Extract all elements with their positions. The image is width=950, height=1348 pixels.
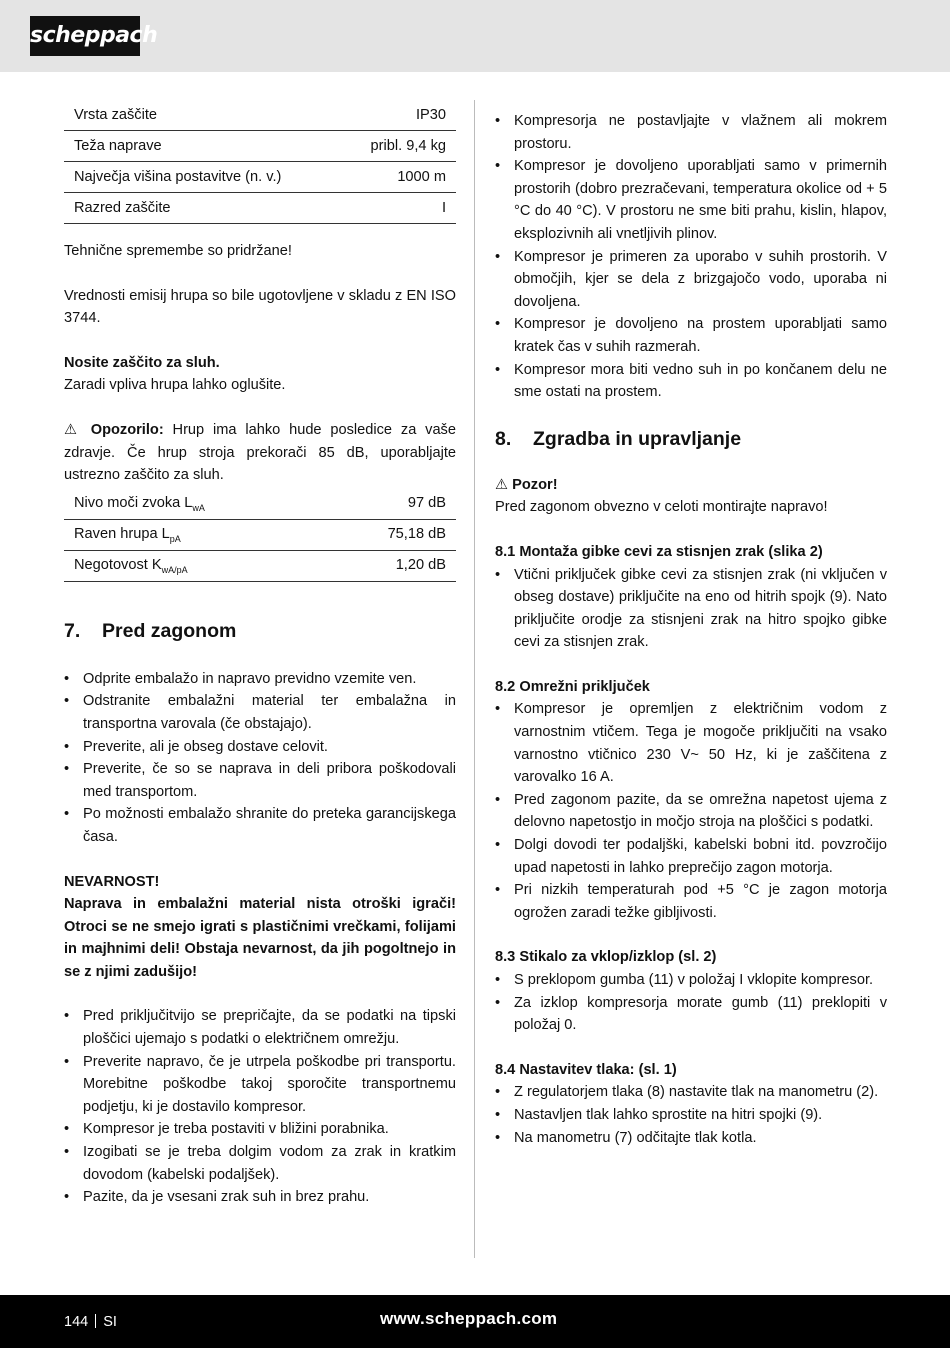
section-title: Pred zagonom xyxy=(102,619,237,642)
row-value: 97 dB xyxy=(322,489,456,520)
danger-text: Naprava in embalažni material nista otroški igrači! Otroci se ne smejo igrati s plastičnimi vrečkami, folijami in majhnimi deli! Obstaja nevarnost, da jih pogoltnejo in se z njimi zadušijo! xyxy=(64,896,456,980)
setup-list xyxy=(64,1005,456,1208)
list-item: • Pred priključitvijo se prepričajte, da se podatki na tipski ploščici ujemajo s podatki o električnem omrežju. xyxy=(64,1005,456,1050)
table-row xyxy=(64,519,456,550)
placement-list xyxy=(495,110,887,404)
list-item: • Kompresor je treba postaviti v bližini porabnika. xyxy=(64,1118,456,1141)
row-label xyxy=(64,100,340,131)
list-item: • Kompresorja ne postavljajte v vlažnem ali mokrem prostoru. xyxy=(495,110,887,155)
list-item: • Izogibati se je treba dolgim vodom za zrak in kratkim dovodom (kabelski podaljšek). xyxy=(64,1141,456,1186)
table-row xyxy=(64,550,456,581)
subsection-8-1-list xyxy=(495,564,887,654)
subsection-8-4-heading: 8.4 Nastavitev tlaka: (sl. 1) xyxy=(495,1061,677,1078)
caution-line xyxy=(495,474,887,497)
list-item: • Kompresor je opremljen z električnim vodom z varnostnim vtičem. Tega je mogoče priključiti na vsako varnostno vtičnico 230 V~ 50 Hz, ki je zaščitena z varovalko 16 A. xyxy=(495,698,887,788)
list-item: • Dolgi dovodi ter podaljški, kabelski bobni itd. povzročijo upad napetosti in lahko preprečijo zagon motorja. xyxy=(495,834,887,879)
list-item: • Vtični priključek gibke cevi za stisnjen zrak (ni vključen v obseg dostave) priključite na eno od hitrih spojk (9). Nato priključite orodje za stisnjeni zrak na hitro spojko gibke cevi za stisnjen zrak. xyxy=(495,564,887,654)
list-item: • Kompresor je dovoljeno na prostem uporabljati samo kratek čas v suhih razmerah. xyxy=(495,313,887,358)
label-subscript: wA xyxy=(192,503,205,514)
subsection-8-4-list xyxy=(495,1081,887,1149)
section-number: 8. xyxy=(495,427,512,450)
list-item: • Preverite napravo, če je utrpela poškodbe pri transportu. Morebitne poškodbe takoj sporočite transportnemu podjetju, ki je dostavilo kompresor. xyxy=(64,1051,456,1119)
list-item: • Po možnosti embalažo shranite do preteka garancijskega časa. xyxy=(64,803,456,848)
scheppach-logo: scheppach xyxy=(30,16,140,56)
separator xyxy=(95,1314,96,1328)
page-number-value: 144 xyxy=(64,1314,89,1330)
list-item: • Preverite, če so se naprava in deli pribora poškodovali med transportom. xyxy=(64,758,456,803)
warning-text: Hrup ima lahko hude posledice za vaše zdravje. Če hrup stroja prekorači 85 dB, uporabljajte ustrezno zaščito za sluh. xyxy=(64,421,456,484)
table-row xyxy=(64,100,456,131)
row-label xyxy=(64,193,340,224)
label-text: Negotovost K xyxy=(74,557,162,574)
changes-note: Tehnične spremembe so pridržane! xyxy=(64,243,292,259)
list-item: • Pri nizkih temperaturah pod +5 °C je zagon motorja ogrožen zaradi težke gibljivosti. xyxy=(495,879,887,924)
label-text: Največja višina postavitve (n. v.) xyxy=(74,168,282,185)
warning-triangle-icon: ⚠ xyxy=(64,421,82,438)
list-item: • S preklopom gumba (11) v položaj I vklopite kompresor. xyxy=(495,969,887,992)
row-label xyxy=(64,162,340,193)
subsection-8-3-list xyxy=(495,969,887,1037)
spec-table xyxy=(64,100,456,224)
row-value: 1000 m xyxy=(340,162,456,193)
table-row xyxy=(64,193,456,224)
table-row xyxy=(64,489,456,520)
subsection-8-1-heading: 8.1 Montaža gibke cevi za stisnjen zrak (slika 2) xyxy=(495,543,823,560)
label-text: Razred zaščite xyxy=(74,199,171,216)
caution-label: Pozor! xyxy=(512,476,558,493)
page-number xyxy=(64,1311,117,1334)
left-column xyxy=(64,100,456,1209)
label-text: Raven hrupa L xyxy=(74,526,170,543)
footer-bar xyxy=(0,1295,950,1348)
subsection-8-3-heading: 8.3 Stikalo za vklop/izklop (sl. 2) xyxy=(495,949,717,966)
row-label xyxy=(64,550,322,581)
row-value: 1,20 dB xyxy=(322,550,456,581)
noise-warning xyxy=(64,419,456,487)
row-label xyxy=(64,519,322,550)
list-item: • Pazite, da je vsesani zrak suh in brez prahu. xyxy=(64,1186,456,1209)
unpacking-list xyxy=(64,668,456,849)
language-code: SI xyxy=(103,1314,117,1330)
ear-protection-text: Zaradi vpliva hrupa lahko oglušite. xyxy=(64,377,286,394)
warning-label: Opozorilo: xyxy=(90,421,164,438)
list-item: • Na manometru (7) odčitajte tlak kotla. xyxy=(495,1127,887,1150)
list-item: • Preverite, ali je obseg dostave celovit. xyxy=(64,736,456,759)
section-8-heading xyxy=(495,426,887,452)
list-item: • Nastavljen tlak lahko sprostite na hitri spojki (9). xyxy=(495,1104,887,1127)
emission-note: Vrednosti emisij hrupa so bile ugotovljene v skladu z EN ISO 3744. xyxy=(64,287,456,327)
label-text: Teža naprave xyxy=(74,137,162,154)
subsection-8-2-heading: 8.2 Omrežni priključek xyxy=(495,678,650,695)
website-link[interactable]: www.scheppach.com xyxy=(380,1309,558,1328)
label-text: Vrsta zaščite xyxy=(74,106,157,123)
header-bar xyxy=(0,0,950,72)
table-row xyxy=(64,131,456,162)
list-item: • Odstranite embalažni material ter embalažna in transportna varovala (če obstajajo). xyxy=(64,690,456,735)
subsection-8-2-list xyxy=(495,698,887,924)
section-number: 7. xyxy=(64,619,81,642)
row-label xyxy=(64,131,340,162)
list-item: • Odprite embalažo in napravo previdno vzemite ven. xyxy=(64,668,456,691)
section-7-heading xyxy=(64,618,456,644)
row-value: IP30 xyxy=(340,100,456,131)
list-item: • Pred zagonom pazite, da se omrežna napetost ujema z delovno napetostjo in močjo stroja na ploščici s podatki. xyxy=(495,789,887,834)
caution-text: Pred zagonom obvezno v celoti montirajte napravo! xyxy=(495,499,828,516)
list-item: • Kompresor mora biti vedno suh in po končanem delu ne sme ostati na prostem. xyxy=(495,359,887,404)
row-value: pribl. 9,4 kg xyxy=(340,131,456,162)
ear-protection-heading: Nosite zaščito za sluh. xyxy=(64,354,220,371)
list-item: • Z regulatorjem tlaka (8) nastavite tlak na manometru (2). xyxy=(495,1081,887,1104)
right-column xyxy=(495,100,887,1149)
table-row xyxy=(64,162,456,193)
label-text: Nivo moči zvoka L xyxy=(74,495,193,512)
label-subscript: pA xyxy=(169,534,181,545)
list-item: • Kompresor je primeren za uporabo v suhih prostorih. V območjih, kjer se dela z brizgajočo vodo, uporaba ni dovoljena. xyxy=(495,246,887,314)
column-divider xyxy=(474,100,475,1258)
row-label xyxy=(64,489,322,520)
danger-title: NEVARNOST! xyxy=(64,873,160,890)
list-item: • Za izklop kompresorja morate gumb (11) preklopiti v položaj 0. xyxy=(495,992,887,1037)
label-subscript: wA/pA xyxy=(161,565,188,576)
row-value: I xyxy=(340,193,456,224)
noise-table xyxy=(64,489,456,582)
warning-triangle-icon: ⚠ xyxy=(495,476,509,493)
section-title: Zgradba in upravljanje xyxy=(533,427,742,450)
row-value: 75,18 dB xyxy=(322,519,456,550)
list-item: • Kompresor je dovoljeno uporabljati samo v primernih prostorih (dobro prezračevani, temperatura okolice od + 5 °C do 40 °C). V prostoru ne sme biti prahu, kislin, hlapov, eksplozivnih ali vnetljivih plinov. xyxy=(495,155,887,245)
